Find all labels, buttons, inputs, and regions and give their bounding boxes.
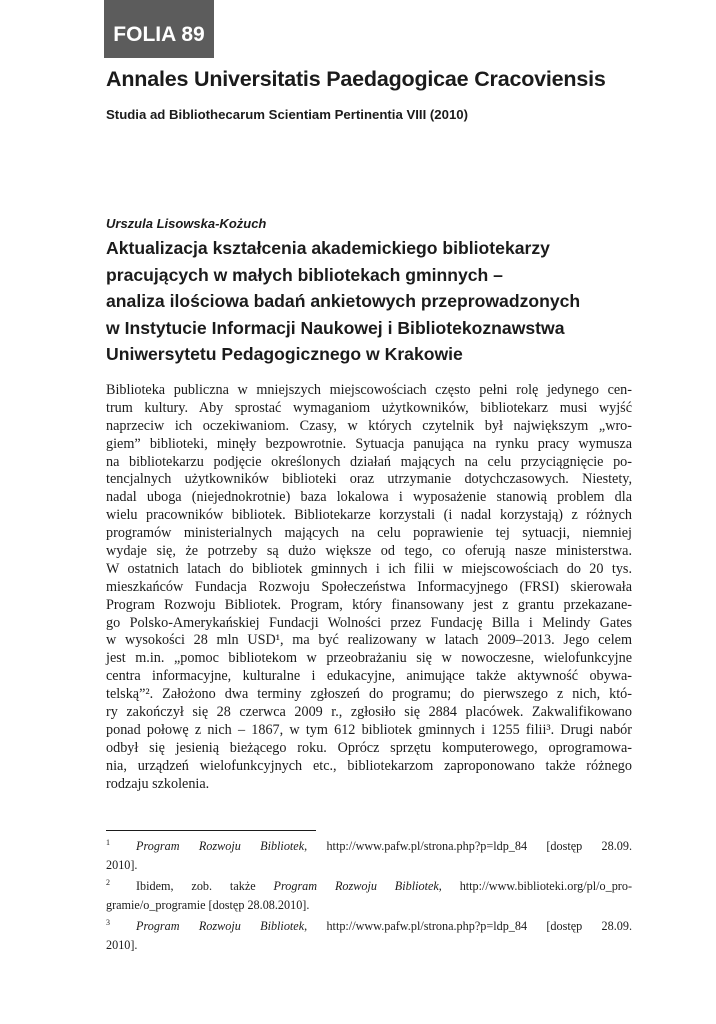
footnote-prefix: Ibidem, zob. także bbox=[136, 879, 274, 893]
footnote-source-title: Program Rozwoju Bibliotek bbox=[136, 919, 305, 933]
article-title-line: Uniwersytetu Pedagogicznego w Krakowie bbox=[106, 344, 463, 364]
article-title bbox=[106, 235, 626, 368]
footnote-number: 3 bbox=[106, 917, 110, 927]
footnote-divider bbox=[106, 830, 316, 831]
article-title-line: analiza ilościowa badań ankietowych przeprowadzonych bbox=[106, 291, 581, 311]
body-line: telską”². Założono dwa terminy zgłoszeń do programu; do pierwszego z nich, któ- bbox=[106, 686, 632, 703]
body-line: wielu pracowników bibliotek. Bibliotekarze korzystali (i nadal korzystają) z różnych bbox=[106, 507, 632, 524]
journal-title: Annales Universitatis Paedagogicae Cracoviensis bbox=[106, 67, 606, 91]
body-line: nia, urządzeń wielofunkcyjnych etc., bibliotekarzom zaproponowano także różnego bbox=[106, 757, 632, 774]
body-line: centra informacyjne, kulturalne i edukacyjne, animujące także aktywność obywa- bbox=[106, 668, 632, 685]
footnote-1-continuation: 2010]. bbox=[106, 857, 138, 872]
body-line: w wysokości 28 mln USD¹, ma być realizowany w latach 2009–2013. Jego celem bbox=[106, 632, 632, 649]
article-title-line: pracujących w małych bibliotekach gminnych – bbox=[106, 264, 503, 285]
body-line: programów ministerialnych mających na celu poprawienie tej sytuacji, niemniej bbox=[106, 525, 632, 542]
footnote-source-title: Program Rozwoju Bibliotek bbox=[136, 839, 305, 853]
folio-badge bbox=[104, 0, 214, 58]
folio-label: FOLIA 89 bbox=[113, 23, 205, 46]
footnote-2-continuation: gramie/o_programie [dostęp 28.08.2010]. bbox=[106, 897, 310, 912]
body-line: mieszkańców Fundacja Rozwoju Społeczeństwa Informacyjnego (FRSI) skierowała bbox=[106, 578, 632, 595]
body-line: naprzeciw ich oczekiwaniom. Czasy, w których czytelnik był największym „wro- bbox=[106, 417, 632, 434]
body-line: rodzaju szkolenia. bbox=[106, 775, 210, 792]
footnotes bbox=[106, 837, 632, 954]
body-line: go Polsko-Amerykańskiej Fundacji Wolności przez Fundację Billa i Melindy Gates bbox=[106, 614, 632, 631]
body-line: tencjalnych użytkowników biblioteki oraz utrzymanie dotychczasowych. Niestety, bbox=[106, 471, 632, 488]
footnote-citation: , http://www.pafw.pl/strona.php?p=ldp_84 [dostęp 28.09. bbox=[304, 919, 632, 933]
body-line: ry zakończył się 28 czerwca 2009 r., zgłosiło się 2884 placówek. Zakwalifikowano bbox=[106, 704, 632, 721]
article-author: Urszula Lisowska-Kożuch bbox=[106, 216, 267, 231]
body-line: na bibliotekarzu podjęcie określonych działań mających na celu przyciągnięcie po- bbox=[106, 453, 632, 470]
body-line: Biblioteka publiczna w mniejszych miejscowościach często pełni rolę jedynego cen- bbox=[106, 382, 632, 398]
body-line: odbył się jesienią bieżącego roku. Oprócz sprzętu komputerowego, oprogramowa- bbox=[106, 739, 632, 756]
footnote-2 bbox=[106, 877, 632, 896]
footnote-3-continuation: 2010]. bbox=[106, 937, 138, 952]
footnote-number: 2 bbox=[106, 877, 110, 887]
article-title-line: Aktualizacja kształcenia akademickiego bibliotekarzy bbox=[106, 238, 550, 258]
footnote-1 bbox=[106, 837, 632, 856]
body-line: Program Rozwoju Bibliotek. Program, który finansowany jest z grantu przekazane- bbox=[106, 596, 632, 613]
body-line: giem” biblioteki, minęły bezpowrotnie. Sytuacja panująca na rynku pracy wymusza bbox=[106, 435, 632, 452]
footnote-citation: , http://www.pafw.pl/strona.php?p=ldp_84 [dostęp 28.09. bbox=[304, 839, 632, 853]
body-line: jest m.in. „pomoc bibliotekom w przeobrażaniu się w nowoczesne, wielofunkcyjne bbox=[106, 650, 632, 667]
body-text bbox=[106, 382, 632, 793]
footnote-3 bbox=[106, 917, 632, 936]
body-line: trum kultury. Aby sprostać wymaganiom użytkowników, bibliotekarz musi wyjść bbox=[106, 399, 632, 416]
article-title-line: w Instytucie Informacji Naukowej i Bibliotekoznawstwa bbox=[106, 317, 565, 338]
body-line: W ostatnich latach do bibliotek gminnych i ich filii w miejscowościach do 20 tys. bbox=[106, 560, 632, 577]
footnote-citation: , http://www.biblioteki.org/pl/o_pro- bbox=[438, 879, 632, 893]
journal-subtitle: Studia ad Bibliothecarum Scientiam Pertinentia VIII (2010) bbox=[106, 107, 469, 122]
footnote-number: 1 bbox=[106, 837, 110, 847]
body-line: wydaje się, że potrzeby są dużo większe od tego, co oferują nasze ministerstwa. bbox=[106, 543, 632, 560]
body-line: ponad połowę z nich – 1867, w tym 612 bibliotek gminnych i 1255 filii³. Drugi nabór bbox=[106, 721, 632, 738]
footnote-source-title: Program Rozwoju Bibliotek bbox=[273, 879, 439, 893]
body-line: nadal uboga (niejednokrotnie) baza lokalowa i wyposażenie stanowią problem dla bbox=[106, 489, 632, 506]
